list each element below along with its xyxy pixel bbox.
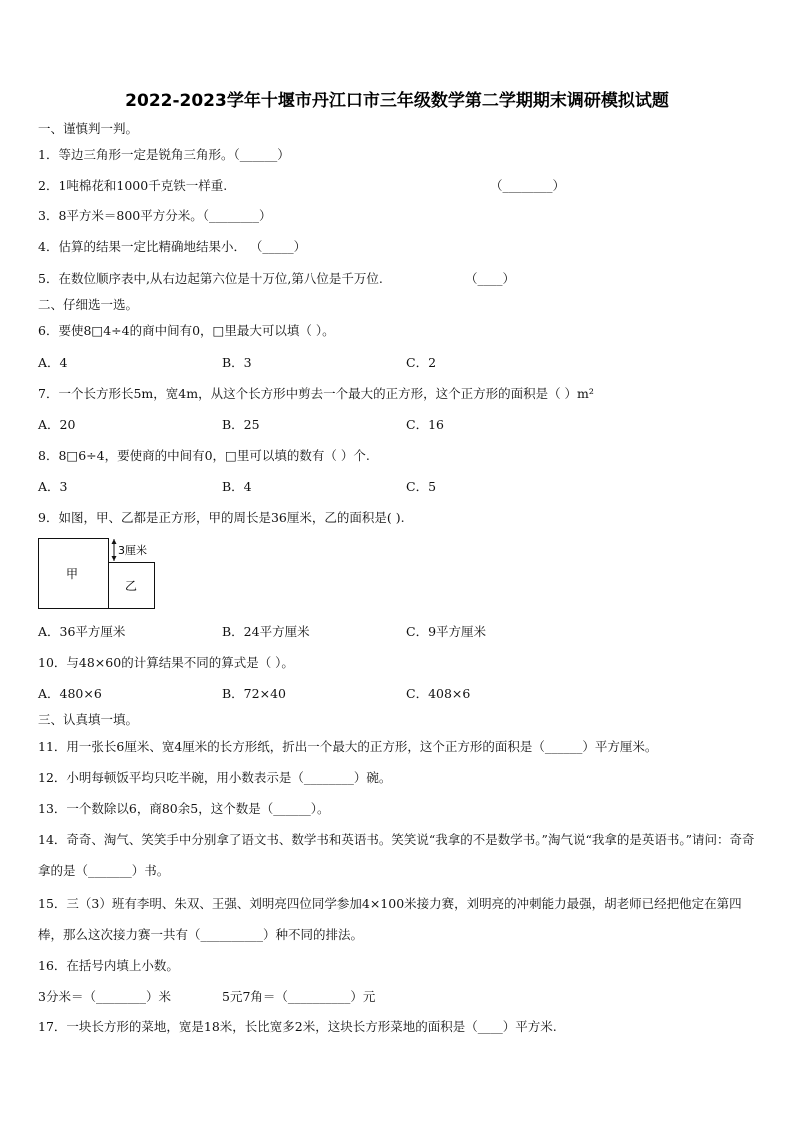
- question-7-option-c: C．16: [406, 417, 444, 432]
- question-9: 9．如图，甲、乙都是正方形，甲的周长是36厘米，乙的面积是( ).: [38, 510, 405, 525]
- question-14: 14．奇奇、淘气、笑笑手中分别拿了语文书、数学书和英语书。笑笑说“我拿的不是数学书。”淘气说“我拿的是英语书。”请问：奇奇拿的是（_______）书。: [38, 832, 755, 878]
- question-6: 6．要使8□4÷4的商中间有0，□里最大可以填（ ）。: [38, 323, 335, 338]
- question-6-option-c: C．2: [406, 355, 437, 370]
- arrow-down-icon: [112, 556, 117, 561]
- question-13: 13．一个数除以6，商80余5，这个数是（______）。: [38, 801, 330, 816]
- question-5: 5．在数位顺序表中,从右边起第六位是十万位,第八位是千万位.: [38, 271, 383, 286]
- question-5-blank: （____）: [465, 271, 516, 286]
- section-heading-judge: 一、谨慎判一判。: [38, 121, 139, 136]
- question-10-option-b: B．72×40: [222, 686, 286, 701]
- question-10: 10．与48×60的计算结果不同的算式是（ ）。: [38, 655, 294, 670]
- label-jia: 甲: [66, 567, 79, 581]
- question-17: 17．一块长方形的菜地，宽是18米，长比宽多2米，这块长方形菜地的面积是（____）平方米.: [38, 1019, 557, 1034]
- page-title: 2022-2023学年十堰市丹江口市三年级数学第二学期期末调研模拟试题: [125, 91, 669, 111]
- question-9-option-b: B．24平方厘米: [222, 624, 310, 639]
- question-8: 8．8□6÷4，要使商的中间有0，□里可以填的数有（ ）个.: [38, 448, 370, 463]
- arrow-up-icon: [112, 539, 117, 544]
- question-4: 4．估算的结果一定比精确地结果小． （_____）: [38, 239, 307, 254]
- question-6-option-a: A．4: [38, 355, 68, 370]
- question-3: 3．8平方米＝800平方分米。（________）: [38, 208, 272, 223]
- question-2-blank: （________）: [490, 178, 566, 193]
- question-2: 2．1吨棉花和1000千克铁一样重.: [38, 178, 228, 193]
- question-9-option-a: A．36平方厘米: [38, 624, 126, 639]
- section-heading-fill: 三、认真填一填。: [38, 712, 139, 727]
- question-11: 11．用一张长6厘米、宽4厘米的长方形纸，折出一个最大的正方形，这个正方形的面积是（______）平方厘米。: [38, 739, 658, 754]
- question-10-option-a: A．480×6: [38, 686, 102, 701]
- question-8-option-b: B．4: [222, 479, 252, 494]
- squares-figure: [38, 538, 158, 610]
- label-dimension: 3厘米: [118, 544, 147, 557]
- question-16: 16．在括号内填上小数。: [38, 958, 179, 973]
- label-yi: 乙: [125, 579, 138, 593]
- question-1: 1．等边三角形一定是锐角三角形。（______）: [38, 147, 290, 162]
- question-8-option-c: C．5: [406, 479, 437, 494]
- question-12: 12．小明每顿饭平均只吃半碗，用小数表示是（________）碗。: [38, 770, 392, 785]
- question-7-option-a: A．20: [38, 417, 76, 432]
- question-7: 7．一个长方形长5m，宽4m，从这个长方形中剪去一个最大的正方形，这个正方形的面积是（ ）m²: [38, 386, 594, 401]
- question-16-part-a: 3分米＝（________）米: [38, 989, 171, 1004]
- question-8-option-a: A．3: [38, 479, 68, 494]
- question-10-option-c: C．408×6: [406, 686, 471, 701]
- question-16-part-b: 5元7角＝（__________）元: [222, 989, 376, 1004]
- question-7-option-b: B．25: [222, 417, 260, 432]
- question-6-option-b: B．3: [222, 355, 252, 370]
- section-heading-choose: 二、仔细选一选。: [38, 297, 139, 312]
- question-15: 15．三（3）班有李明、朱双、王强、刘明亮四位同学参加4×100米接力赛，刘明亮的冲刺能力最强，胡老师已经把他定在第四棒，那么这次接力赛一共有（__________）种不同的排法。: [38, 896, 742, 942]
- question-9-option-c: C．9平方厘米: [406, 624, 487, 639]
